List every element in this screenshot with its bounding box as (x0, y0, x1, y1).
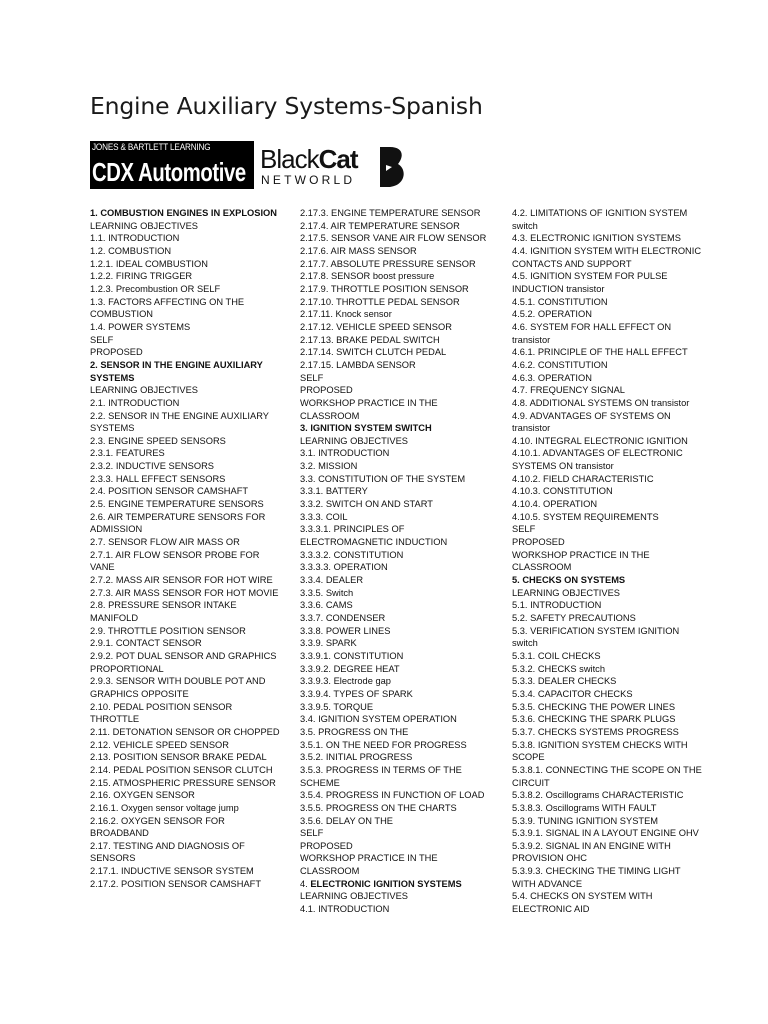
toc-entry: 4.8. ADDITIONAL SYSTEMS ON transistor (512, 397, 690, 408)
toc-entry: 2.3.3. HALL EFFECT SENSORS (90, 473, 226, 484)
toc-entry: LEARNING OBJECTIVES (512, 587, 620, 598)
toc-entry: 4.5.2. OPERATION (512, 309, 592, 320)
toc-entry: 1.3. FACTORS AFFECTING ON THE COMBUSTION (90, 296, 245, 320)
toc-entry: 4.6. SYSTEM FOR HALL EFFECT ON transistor (512, 321, 672, 345)
toc-entry: 5.3.9.1. SIGNAL IN A LAYOUT ENGINE OHV (512, 828, 699, 839)
toc-entry: 3.3.9.2. DEGREE HEAT (300, 663, 400, 674)
toc-entry: 4.9. ADVANTAGES OF SYSTEMS ON transistor (512, 410, 671, 434)
toc-entry: 2.7.3. AIR MASS SENSOR FOR HOT MOVIE (90, 587, 279, 598)
toc-entry: 5.3.6. CHECKING THE SPARK PLUGS (512, 714, 676, 725)
toc-entry: 2.17.2. POSITION SENSOR CAMSHAFT (90, 878, 261, 889)
toc-entry: 2.17.5. SENSOR VANE AIR FLOW SENSOR (300, 233, 487, 244)
toc-entry: 4.5.1. CONSTITUTION (512, 296, 608, 307)
toc-entry: 3.3.9.1. CONSTITUTION (300, 650, 404, 661)
toc-entry: 2.9. THROTTLE POSITION SENSOR (90, 625, 246, 636)
section-heading: 2. SENSOR IN THE ENGINE AUXILIARY SYSTEMS (90, 359, 263, 383)
toc-entry: 2.7.1. AIR FLOW SENSOR PROBE FOR VANE (90, 549, 260, 573)
toc-entry: 3.1. INTRODUCTION (300, 448, 390, 459)
toc-entry: 2.17.9. THROTTLE POSITION SENSOR (300, 283, 469, 294)
toc-entry: 3.3.5. Switch (300, 587, 354, 598)
toc-entry: 5.1. INTRODUCTION (512, 600, 602, 611)
section-heading: 5. CHECKS ON SYSTEMS (512, 575, 626, 586)
toc-entry: 3.4. IGNITION SYSTEM OPERATION (300, 714, 457, 725)
toc-entry: LEARNING OBJECTIVES (90, 385, 198, 396)
toc-entry: WORKSHOP PRACTICE IN THE CLASSROOM (300, 853, 438, 877)
toc-entry: 5.3.9.2. SIGNAL IN AN ENGINE WITH PROVISION OHC (512, 840, 671, 864)
toc-entry: 2.13. POSITION SENSOR BRAKE PEDAL (90, 752, 267, 763)
toc-entry: 3.5.5. PROGRESS ON THE CHARTS (300, 802, 457, 813)
toc-entry: 4.10.2. FIELD CHARACTERISTIC (512, 473, 654, 484)
b-mark-logo-icon (378, 145, 408, 189)
toc-entry: 3.3.3.3. OPERATION (300, 562, 388, 573)
toc-entry: 4.6.2. CONSTITUTION (512, 359, 608, 370)
toc-entry: 4.7. FREQUENCY SIGNAL (512, 385, 625, 396)
toc-entry: 3.3.4. DEALER (300, 575, 364, 586)
toc-entry: 5.3.1. COIL CHECKS (512, 650, 601, 661)
blackcat-networld-text: NETWORLD (261, 173, 356, 187)
toc-entry: 5.3.8.2. Oscillograms CHARACTERISTIC (512, 790, 684, 801)
toc-entry: 3.5.6. DELAY ON THE (300, 815, 394, 826)
toc-entry: 2.16.2. OXYGEN SENSOR FOR BROADBAND (90, 815, 225, 839)
toc-entry: 3.3.3.2. CONSTITUTION (300, 549, 404, 560)
toc-entry: 2.17.15. LAMBDA SENSOR (300, 359, 416, 370)
toc-entry: 2.11. DETONATION SENSOR OR CHOPPED (90, 726, 280, 737)
toc-entry: PROPOSED (300, 840, 353, 851)
section-heading: 3. IGNITION SYSTEM SWITCH (300, 423, 432, 434)
toc-entry: 2.5. ENGINE TEMPERATURE SENSORS (90, 499, 264, 510)
toc-entry: LEARNING OBJECTIVES (300, 891, 408, 902)
toc-entry (300, 878, 492, 891)
cdx-logo-bottom-text: CDX Automotive (92, 157, 246, 187)
blackcat-word-black: Black (260, 144, 319, 174)
toc-entry: WORKSHOP PRACTICE IN THE CLASSROOM (300, 397, 438, 421)
toc-entry: 5.3.9.3. CHECKING THE TIMING LIGHT WITH ADVANCE (512, 866, 681, 889)
toc-entry: 1.2.3. Precombustion OR SELF (90, 283, 221, 294)
toc-entry: 2.17.10. THROTTLE PEDAL SENSOR (300, 296, 460, 307)
toc-entry: 3.2. MISSION (300, 461, 358, 472)
toc-entry: 2.17.13. BRAKE PEDAL SWITCH (300, 334, 440, 345)
contents-column-1 (90, 207, 282, 890)
toc-entry: 5.3.9. TUNING IGNITION SYSTEM (512, 815, 659, 826)
toc-entry: 3.3.9.4. TYPES OF SPARK (300, 688, 413, 699)
toc-entry: 2.7.2. MASS AIR SENSOR FOR HOT WIRE (90, 575, 273, 586)
toc-entry: 2.8. PRESSURE SENSOR INTAKE MANIFOLD (90, 600, 237, 623)
toc-entry: 2.17.7. ABSOLUTE PRESSURE SENSOR (300, 258, 476, 269)
toc-entry: 3.5.2. INITIAL PROGRESS (300, 752, 413, 763)
toc-entry: 2.17. TESTING AND DIAGNOSIS OF SENSORS (90, 840, 245, 864)
toc-entry: LEARNING OBJECTIVES (300, 435, 408, 446)
toc-entry: 2.17.11. Knock sensor (300, 309, 392, 320)
toc-entry: 2.16. OXYGEN SENSOR (90, 790, 195, 801)
toc-entry: 5.3. VERIFICATION SYSTEM IGNITION switch (512, 625, 680, 649)
toc-entry: 2.16.1. Oxygen sensor voltage jump (90, 802, 239, 813)
toc-entry: LEARNING OBJECTIVES (90, 220, 198, 231)
toc-entry: 4.3. ELECTRONIC IGNITION SYSTEMS (512, 233, 681, 244)
toc-entry: 3.5.1. ON THE NEED FOR PROGRESS (300, 739, 467, 750)
toc-entry: 4.10.1. ADVANTAGES OF ELECTRONIC SYSTEMS ON transistor (512, 448, 683, 472)
toc-entry: 5.3.8.1. CONNECTING THE SCOPE ON THE CIRCUIT (512, 764, 702, 788)
toc-entry: 2.3.1. FEATURES (90, 448, 165, 459)
toc-entry: 1.2.2. FIRING TRIGGER (90, 271, 193, 282)
toc-entry: SELF (300, 372, 324, 383)
toc-entry: 4.4. IGNITION SYSTEM WITH ELECTRONIC CONTACTS AND SUPPORT (512, 245, 702, 269)
toc-entry: 2.7. SENSOR FLOW AIR MASS OR (90, 537, 240, 548)
toc-entry: 3.3.9. SPARK (300, 638, 357, 649)
toc-entry: 1.1. INTRODUCTION (90, 233, 180, 244)
toc-entry: 3.3.3.1. PRINCIPLES OF ELECTROMAGNETIC INDUCTION (300, 524, 448, 548)
toc-entry: 3.3.3. COIL (300, 511, 348, 522)
toc-entry: 3.3.1. BATTERY (300, 486, 368, 497)
toc-entry: 1.4. POWER SYSTEMS (90, 321, 191, 332)
toc-entry: 5.3.5. CHECKING THE POWER LINES (512, 701, 676, 712)
toc-entry: 5.3.8.3. Oscillograms WITH FAULT (512, 802, 657, 813)
toc-entry: 3.5.4. PROGRESS IN FUNCTION OF LOAD (300, 790, 485, 801)
toc-entry: 3.3.9.5. TORQUE (300, 701, 374, 712)
toc-entry: 2.12. VEHICLE SPEED SENSOR (90, 739, 229, 750)
toc-entry: 4.6.3. OPERATION (512, 372, 592, 383)
toc-entry: 2.3. ENGINE SPEED SENSORS (90, 435, 226, 446)
toc-entry: 3.3. CONSTITUTION OF THE SYSTEM (300, 473, 466, 484)
toc-entry: SELF (512, 524, 536, 535)
toc-entry: PROPOSED (512, 537, 565, 548)
toc-entry: 1.2. COMBUSTION (90, 245, 172, 256)
toc-entry: 2.4. POSITION SENSOR CAMSHAFT (90, 486, 249, 497)
section-heading: 1. COMBUSTION ENGINES IN EXPLOSION (90, 208, 277, 218)
toc-entry: 2.17.12. VEHICLE SPEED SENSOR (300, 321, 452, 332)
toc-entry: 2.17.3. ENGINE TEMPERATURE SENSOR (300, 208, 481, 218)
toc-entry: 5.3.4. CAPACITOR CHECKS (512, 688, 633, 699)
toc-entry: 4.10.5. SYSTEM REQUIREMENTS (512, 511, 659, 522)
toc-entry: 4.5. IGNITION SYSTEM FOR PULSE INDUCTION transistor (512, 271, 668, 294)
toc-entry: 2.17.8. SENSOR boost pressure (300, 271, 435, 282)
contents-column-2 (300, 207, 492, 916)
toc-entry: 4.10.4. OPERATION (512, 499, 598, 510)
toc-entry: 5.4. CHECKS ON SYSTEM WITH ELECTRONIC AID (512, 891, 653, 915)
toc-entry: SELF (90, 334, 114, 345)
toc-entry: 2.3.2. INDUCTIVE SENSORS (90, 461, 214, 472)
toc-entry: 2.17.1. INDUCTIVE SENSOR SYSTEM (90, 866, 254, 877)
toc-entry: 2.17.4. AIR TEMPERATURE SENSOR (300, 220, 460, 231)
toc-entry: 2.14. PEDAL POSITION SENSOR CLUTCH (90, 764, 273, 775)
toc-entry: 4.10. INTEGRAL ELECTRONIC IGNITION (512, 435, 688, 446)
cdx-logo-top-text: JONES & BARTLETT LEARNING (92, 142, 211, 153)
toc-entry: 3.5.3. PROGRESS IN TERMS OF THE SCHEME (300, 764, 462, 788)
toc-entry: 4.10.3. CONSTITUTION (512, 486, 613, 497)
toc-entry: SELF (300, 828, 324, 839)
toc-entry: PROPOSED (90, 347, 143, 358)
toc-entry: 5.3.3. DEALER CHECKS (512, 676, 617, 687)
toc-entry: 3.3.7. CONDENSER (300, 613, 386, 623)
toc-entry: PROPOSED (300, 385, 353, 396)
toc-entry: 4.2. LIMITATIONS OF IGNITION SYSTEM switch (512, 208, 688, 231)
blackcat-word-cat: Cat (318, 144, 358, 174)
toc-entry-number: 4. (300, 878, 311, 889)
blackcat-networld-logo (260, 144, 370, 188)
toc-entry: 5.3.8. IGNITION SYSTEM CHECKS WITH SCOPE (512, 739, 688, 763)
toc-entry: 2.17.14. SWITCH CLUTCH PEDAL (300, 347, 447, 358)
toc-entry: 2.9.2. POT DUAL SENSOR AND GRAPHICS PROPORTIONAL (90, 650, 277, 674)
toc-entry: 5.2. SAFETY PRECAUTIONS (512, 613, 636, 623)
section-heading-text: ELECTRONIC IGNITION SYSTEMS (310, 878, 462, 889)
toc-entry: 2.1. INTRODUCTION (90, 397, 180, 408)
contents-column-3 (512, 207, 704, 916)
toc-entry: 2.17.6. AIR MASS SENSOR (300, 245, 417, 256)
toc-entry: 4.6.1. PRINCIPLE OF THE HALL EFFECT (512, 347, 688, 358)
toc-entry: 2.9.3. SENSOR WITH DOUBLE POT AND GRAPHICS OPPOSITE (90, 676, 266, 699)
toc-entry: 3.5. PROGRESS ON THE (300, 726, 409, 737)
page-title: Engine Auxiliary Systems-Spanish (90, 92, 483, 120)
toc-entry: 4.1. INTRODUCTION (300, 904, 390, 915)
toc-entry: 3.3.8. POWER LINES (300, 625, 391, 636)
toc-entry: 5.3.7. CHECKS SYSTEMS PROGRESS (512, 726, 679, 737)
toc-entry: 2.10. PEDAL POSITION SENSOR THROTTLE (90, 701, 233, 725)
toc-entry: 3.3.2. SWITCH ON AND START (300, 499, 433, 510)
toc-entry: 2.6. AIR TEMPERATURE SENSORS FOR ADMISSION (90, 511, 266, 535)
cdx-automotive-logo (90, 141, 254, 189)
toc-entry: 2.2. SENSOR IN THE ENGINE AUXILIARY SYSTEMS (90, 410, 269, 434)
toc-entry: 1.2.1. IDEAL COMBUSTION (90, 258, 208, 269)
publisher-logos (90, 141, 420, 189)
toc-entry: 3.3.9.3. Electrode gap (300, 676, 391, 687)
toc-entry: WORKSHOP PRACTICE IN THE CLASSROOM (512, 549, 650, 573)
toc-entry: 2.9.1. CONTACT SENSOR (90, 638, 202, 649)
toc-entry: 2.15. ATMOSPHERIC PRESSURE SENSOR (90, 777, 276, 788)
toc-entry: 5.3.2. CHECKS switch (512, 663, 606, 674)
toc-entry: 3.3.6. CAMS (300, 600, 353, 611)
blackcat-wordmark (260, 144, 357, 175)
